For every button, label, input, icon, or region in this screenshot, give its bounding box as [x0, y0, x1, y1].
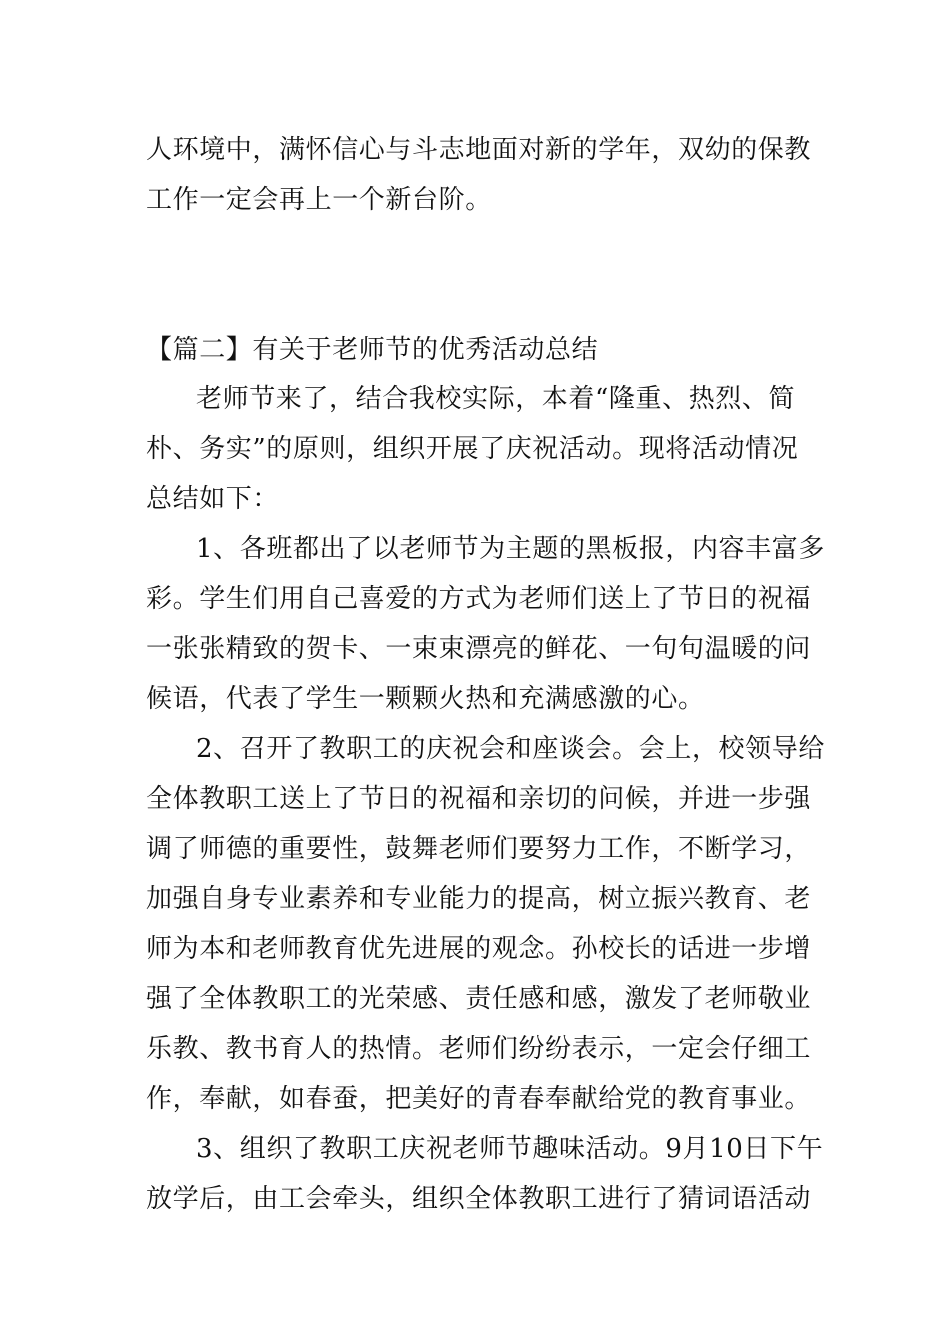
paragraph-line: 2、召开了教职工的庆祝会和座谈会。会上，校领导给 — [196, 734, 825, 764]
paragraph-line: 总结如下： — [146, 484, 280, 514]
intro-line: 人环境中，满怀信心与斗志地面对新的学年，双幼的保教 — [146, 135, 812, 165]
paragraph-line: 老师节来了，结合我校实际，本着“隆重、热烈、简 — [196, 384, 796, 414]
paragraph-line: 师为本和老师教育优先进展的观念。孙校长的话进一步增 — [146, 934, 812, 964]
paragraph-line: 全体教职工送上了节日的祝福和亲切的问候，并进一步强 — [146, 784, 812, 814]
intro-line: 工作一定会再上一个新台阶。 — [146, 185, 492, 215]
paragraph-line: 加强自身专业素养和专业能力的提高，树立振兴教育、老 — [146, 884, 812, 914]
paragraph-line: 一张张精致的贺卡、一束束漂亮的鲜花、一句句温暖的问 — [146, 634, 812, 664]
paragraph-line: 作，奉献，如春蚕，把美好的青春奉献给党的教育事业。 — [146, 1084, 812, 1114]
paragraph-line: 强了全体教职工的光荣感、责任感和感，激发了老师敬业 — [146, 984, 812, 1014]
paragraph-line: 朴、务实”的原则，组织开展了庆祝活动。现将活动情况 — [146, 434, 799, 464]
paragraph-line: 乐教、教书育人的热情。老师们纷纷表示，一定会仔细工 — [146, 1034, 812, 1064]
paragraph-line: 候语，代表了学生一颗颗火热和充满感激的心。 — [146, 684, 705, 714]
paragraph-line: 放学后，由工会牵头，组织全体教职工进行了猜词语活动 — [146, 1184, 812, 1214]
paragraph-line: 彩。学生们用自己喜爱的方式为老师们送上了节日的祝福 — [146, 584, 812, 614]
paragraph-line: 3、组织了教职工庆祝老师节趣味活动。9月10日下午 — [196, 1134, 824, 1164]
paragraph-line: 调了师德的重要性，鼓舞老师们要努力工作，不断学习， — [146, 834, 812, 864]
paragraph-line: 1、各班都出了以老师节为主题的黑板报，内容丰富多 — [196, 534, 825, 564]
section-title: 【篇二】有关于老师节的优秀活动总结 — [146, 335, 599, 365]
